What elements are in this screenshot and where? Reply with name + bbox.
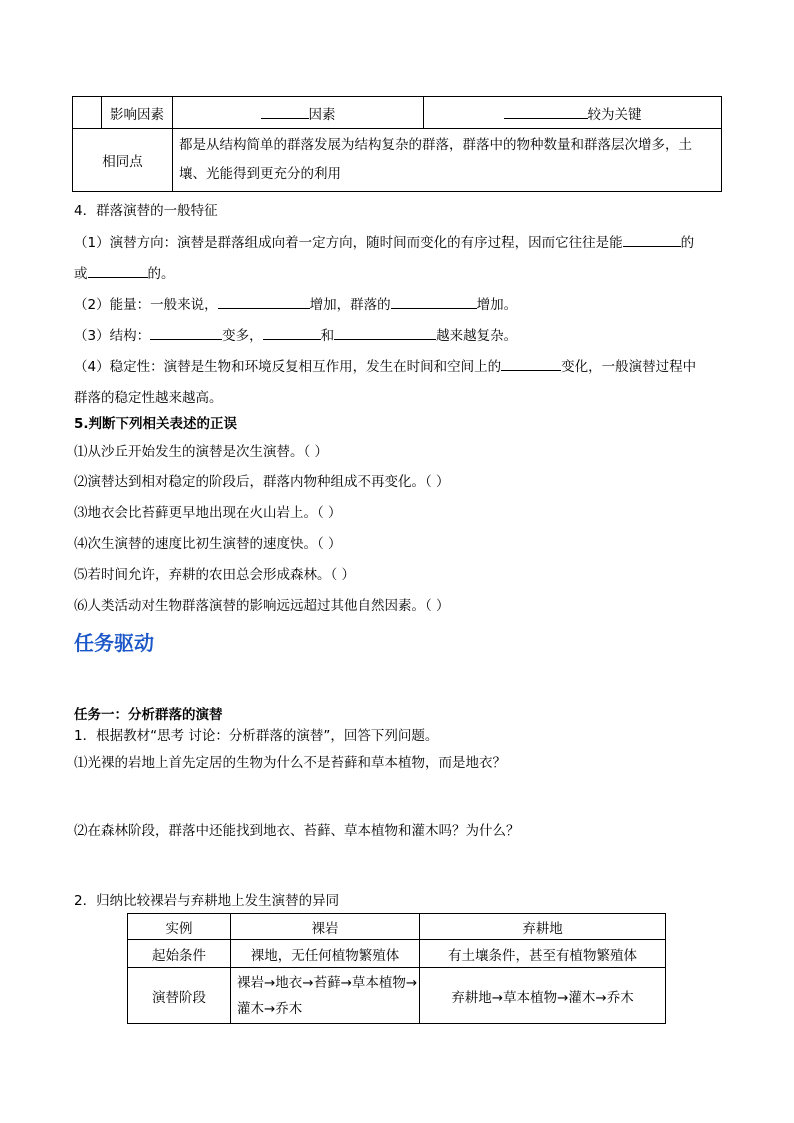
direction-line2 xyxy=(74,262,175,282)
structure-text: （3）结构： xyxy=(74,328,151,344)
judgement-item: ⑵演替达到相对稳定的阶段后，群落内物种组成不再变化。（ ） xyxy=(74,474,450,490)
answer-blank xyxy=(623,232,681,247)
header-cell xyxy=(231,914,420,940)
question2-intro: 2．归纳比较裸岩与弃耕地上发生演替的异同 xyxy=(74,893,340,909)
table-cell xyxy=(128,968,231,1024)
similarity-text-line1: 都是从结构简单的群落发展为结构复杂的群落，群落中的物种数量和群落层次增多，土 xyxy=(179,137,692,153)
structure-text-mid2: 和 xyxy=(320,328,335,344)
direction-text-end: 的。 xyxy=(147,266,175,282)
direction-text-end: 的 xyxy=(680,235,695,251)
stability-text: （4）稳定性：演替是生物和环境反复相互作用，发生在时间和空间上的 xyxy=(74,359,502,375)
answer-blank xyxy=(391,294,477,309)
abandoned-field-start-condition: 有土壤条件，甚至有植物繁殖体 xyxy=(448,947,637,964)
energy-text-mid: 增加，群落的 xyxy=(309,297,391,313)
answer-blank xyxy=(263,325,321,340)
header-label: 裸岩 xyxy=(311,920,339,937)
factor-suffix-1: 因素 xyxy=(308,106,336,123)
similarity-label: 相同点 xyxy=(102,154,143,170)
answer-blank xyxy=(504,104,588,119)
header-label: 弃耕地 xyxy=(522,920,563,937)
bare-rock-stages-line2: 灌木→乔木 xyxy=(237,1000,303,1017)
table-cell xyxy=(231,940,420,968)
structure-line xyxy=(74,324,517,344)
bare-rock-stages-line1: 裸岩→地衣→苔藓→草本植物→ xyxy=(237,974,418,991)
start-condition-label: 起始条件 xyxy=(152,947,206,964)
energy-line xyxy=(74,293,517,313)
question1-intro: 1．根据教材“思考 讨论：分析群落的演替”，回答下列问题。 xyxy=(74,728,439,744)
question1-b: ⑵在森林阶段，群落中还能找到地衣、苔藓、草本植物和灌木吗？为什么？ xyxy=(74,823,520,839)
task-drive-heading: 任务驱动 xyxy=(74,631,154,655)
header-cell xyxy=(128,914,231,940)
answer-blank xyxy=(501,356,561,371)
factor-label: 影响因素 xyxy=(110,106,164,123)
stability-line1 xyxy=(74,355,696,375)
answer-blank xyxy=(334,325,436,340)
energy-text: （2）能量：一般来说， xyxy=(74,297,218,313)
header-label: 实例 xyxy=(165,920,193,937)
answer-blank xyxy=(88,263,148,278)
section5-title: 5.判断下列相关表述的正误 xyxy=(74,416,238,432)
factor-cell-natural xyxy=(173,97,424,129)
bare-rock-start-condition: 裸地，无任何植物繁殖体 xyxy=(250,947,400,964)
task1-title: 任务一：分析群落的演替 xyxy=(74,707,223,723)
table-cell xyxy=(420,968,666,1024)
similarity-text-line2: 壤、光能得到更充分的利用 xyxy=(179,166,341,182)
stability-text-end: 变化，一般演替过程中 xyxy=(561,359,697,375)
factor-label-cell xyxy=(102,97,173,129)
structure-text-end: 越来越复杂。 xyxy=(436,328,518,344)
judgement-item: ⑹人类活动对生物群落演替的影响远远超过其他自然因素。（ ） xyxy=(74,598,450,614)
answer-blank xyxy=(261,104,309,119)
judgement-item: ⑸若时间允许，弃耕的农田总会形成森林。（ ） xyxy=(74,567,356,583)
stability-line2: 群落的稳定性越来越高。 xyxy=(74,390,223,406)
energy-text-end: 增加。 xyxy=(476,297,518,313)
table-cell xyxy=(128,940,231,968)
section4-title: 4．群落演替的一般特征 xyxy=(74,203,218,219)
comparison-table xyxy=(127,913,666,1024)
succession-stage-label: 演替阶段 xyxy=(152,989,206,1006)
judgement-item: ⑷次生演替的速度比初生演替的速度快。（ ） xyxy=(74,536,342,552)
direction-line1 xyxy=(74,231,694,251)
judgement-item: ⑶地衣会比苔藓更早地出现在火山岩上。（ ） xyxy=(74,505,342,521)
answer-blank xyxy=(150,325,222,340)
answer-blank xyxy=(218,294,310,309)
header-cell xyxy=(420,914,666,940)
direction-text-start: 或 xyxy=(74,266,88,282)
similarity-text-cell xyxy=(173,129,722,192)
similarity-label-cell xyxy=(73,129,173,192)
table-cell xyxy=(231,968,420,1024)
factor-suffix-2: 较为关键 xyxy=(587,106,642,123)
top-table xyxy=(72,96,722,192)
question1-a: ⑴光裸的岩地上首先定居的生物为什么不是苔藓和草本植物，而是地衣？ xyxy=(74,755,506,771)
abandoned-field-stages: 弃耕地→草本植物→灌木→乔木 xyxy=(451,989,634,1006)
factor-cell-key xyxy=(424,97,722,129)
table-cell xyxy=(420,940,666,968)
judgement-item: ⑴从沙丘开始发生的演替是次生演替。（ ） xyxy=(74,444,329,460)
direction-text: （1）演替方向：演替是群落组成向着一定方向，随时间而变化的有序过程，因而它往往是能 xyxy=(74,235,623,251)
top-table-spacer-cell xyxy=(73,97,102,129)
structure-text-mid1: 变多， xyxy=(222,328,263,344)
